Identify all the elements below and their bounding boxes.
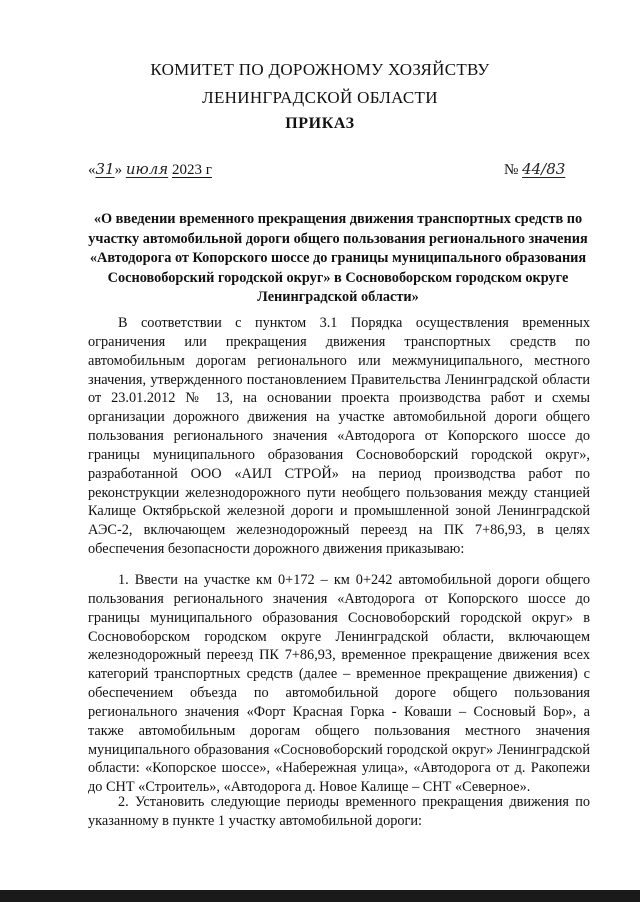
- paragraph-text: 1. Ввести на участке км 0+172 – км 0+242 автомобильной дороги общего пользования регионального значения «Автодорога от Копорского шоссе до границы муниципального образования Сосновоборский городской округ» в Сосновоборском городском округе Ленинградской области, включающем железнодорожный переезд ПК 7+86,93, временное прекращение движения всех категорий транспортных средств (далее – временное прекращение движения) с обеспечением объезда по автомобильной дороге общего пользования регионального значения «Форт Красная Горка - Коваши – Сосновый Бор», а также автомобильным дорогам общего пользования местного значения муниципального образования «Сосновоборский городской округ» Ленинградской области: «Копорское шоссе», «Набережная улица», «Автодорога от д. Ракопежи до СНТ «Строитель», «Автодорога д. Новое Калище – СНТ «Северное».: [88, 572, 590, 796]
- committee-name: КОМИТЕТ ПО ДОРОЖНОМУ ХОЗЯЙСТВУ: [150, 60, 490, 79]
- order-title: «О введении временного прекращения движения транспортных средств по участку автомобильной дороги общего пользования регионального значения «Автодорога от Копорского шоссе до границы муниципального образования Сосновоборский городской округ» в Сосновоборском городском округе Ленинградской области»: [88, 211, 588, 305]
- date-open-quote: «: [88, 162, 96, 178]
- number-value: 44/83: [522, 160, 566, 178]
- date-day: 31: [95, 160, 115, 178]
- number-prefix: №: [504, 162, 519, 178]
- clause-2-paragraph: [88, 793, 590, 831]
- region-name: ЛЕНИНГРАДСКОЙ ОБЛАСТИ: [202, 88, 438, 107]
- date-month: июля: [125, 160, 169, 178]
- date-year: 2023 г: [171, 162, 212, 178]
- date-close-quote: »: [114, 162, 123, 178]
- paragraph-text: 2. Установить следующие периоды временного прекращения движения по указанному в пункте 1 участку автомобильной дороги:: [88, 794, 590, 829]
- scan-edge: [0, 890, 640, 902]
- preamble-paragraph: [88, 314, 590, 559]
- paragraph-text: В соответствии с пунктом 3.1 Порядка осуществления временных ограничения или прекращения движения транспортных средств по автомобильным дорогам регионального или межмуниципального, местного значения, утвержденного постановлением Правительства Ленинградской области от 23.01.2012 № 13, на основании проекта производства работ и схемы организации дорожного движения на участке автомобильной дороги общего пользования регионального значения «Автодорога от Копорского шоссе до границы муниципального образования Сосновоборский городской округ», разработанной ООО «АИЛ СТРОЙ» на период производства работ по реконструкции железнодорожного пути необщего пользования между станцией Калище Октябрьской железной дороги и промышленной зоной Ленинградской АЭС-2, включающем железнодорожный переезд на ПК 7+86,93, в целях обеспечения безопасности дорожного движения приказываю:: [88, 315, 590, 558]
- clause-1-paragraph: [88, 571, 590, 797]
- order-number: [504, 158, 565, 181]
- document-type: ПРИКАЗ: [285, 115, 355, 132]
- order-date: [88, 158, 212, 181]
